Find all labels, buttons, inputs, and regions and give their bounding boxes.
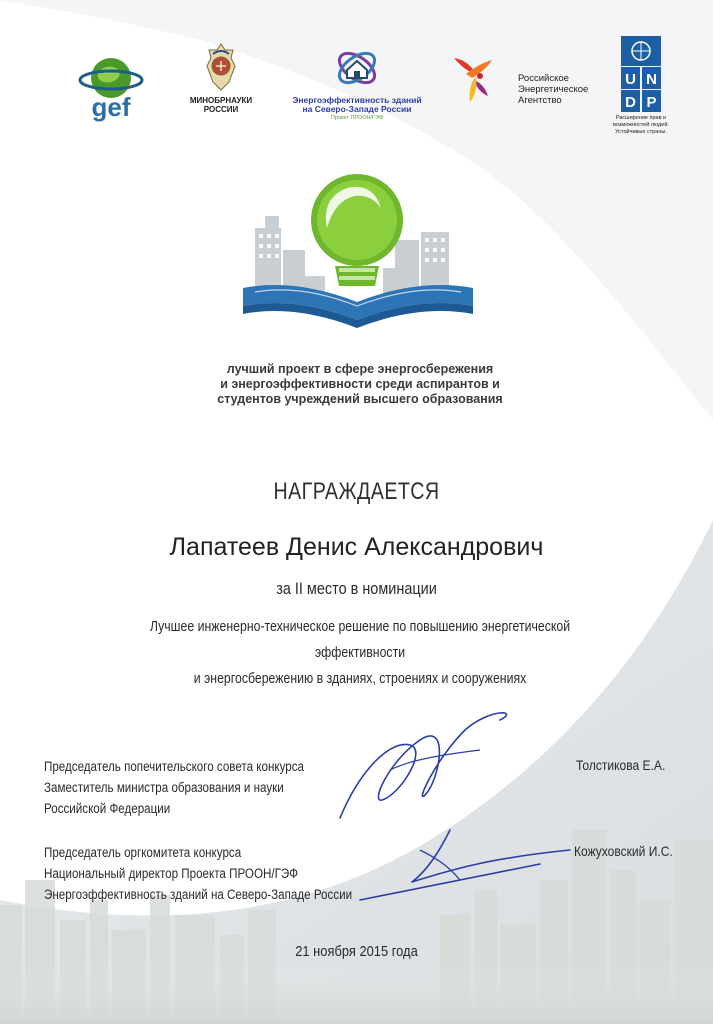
signatory2-line1: Председатель оргкомитета конкурса — [44, 845, 242, 860]
contest-subtitle — [180, 362, 540, 407]
project-label-line3: Проект ПРООН/ГЭФ — [330, 115, 384, 121]
contest-subtitle-line2: и энергоэффективности среди аспирантов и — [220, 377, 500, 391]
nomination-title-line2: и энергосбережению в зданиях, строениях и сооружениях — [193, 670, 527, 687]
nomination-title-line1: Лучшее инженерно-техническое решение по повышению энергетической эффективности — [149, 618, 571, 661]
ministry-label — [178, 96, 264, 114]
undp-letter-d: D — [625, 94, 636, 111]
contest-subtitle-line3: студентов учреждений высшего образования — [217, 392, 503, 406]
project-logo — [334, 44, 380, 92]
rea-label — [518, 73, 588, 106]
rea-logo — [446, 50, 514, 110]
ministry-label-line1: МИНОБРНАУКИ — [189, 96, 253, 105]
signatory1-line2: Заместитель министра образования и науки — [44, 780, 284, 795]
signatory2-name: Кожуховский И.С. — [574, 843, 673, 859]
signatory2-line3: Энергоэффективность зданий на Северо-Западе России — [44, 887, 353, 902]
undp-tagline-line1: Расширение прав и возможностей людей. — [613, 115, 669, 128]
gef-logo-text: gef — [91, 92, 131, 122]
award-place: за II место в номинации — [276, 579, 437, 598]
ministry-emblem — [203, 42, 239, 92]
project-label-line1: Энергоэффективность зданий — [292, 95, 422, 105]
undp-letter-p: P — [646, 94, 657, 111]
signatory1-position — [44, 756, 304, 819]
nomination-title — [114, 614, 606, 692]
undp-tagline — [606, 115, 676, 136]
project-label — [276, 96, 438, 123]
lightbulb-book-illustration — [235, 168, 480, 338]
signatory1-name: Толстикова Е.А. — [576, 757, 666, 773]
rea-label-line1: Российское — [518, 73, 569, 84]
recipient-name: Лапатеев Денис Александрович — [169, 533, 544, 561]
rea-label-line3: Агентство — [518, 95, 562, 106]
project-label-line2: на Северо-Западе России — [302, 104, 412, 114]
award-date: 21 ноября 2015 года — [295, 943, 418, 960]
rea-label-line2: Энергетическое — [518, 84, 589, 95]
gef-logo — [78, 50, 144, 122]
undp-letter-n: N — [646, 71, 657, 88]
signatory1-line3: Российской Федерации — [44, 801, 171, 816]
undp-logo — [621, 36, 661, 112]
signatory1-line1: Председатель попечительского совета конкурса — [44, 759, 304, 774]
signatory2-line2: Национальный директор Проекта ПРООН/ГЭФ — [44, 866, 299, 881]
undp-letter-u: U — [625, 71, 636, 88]
award-title: НАГРАЖДАЕТСЯ — [273, 478, 440, 505]
undp-tagline-line2: Устойчивые страны. — [615, 129, 667, 135]
contest-subtitle-line1: лучший проект в сфере энергосбережения — [226, 362, 494, 376]
ministry-label-line2: РОССИИ — [203, 105, 239, 114]
signature-1 — [330, 700, 530, 830]
signature-2 — [300, 820, 580, 910]
